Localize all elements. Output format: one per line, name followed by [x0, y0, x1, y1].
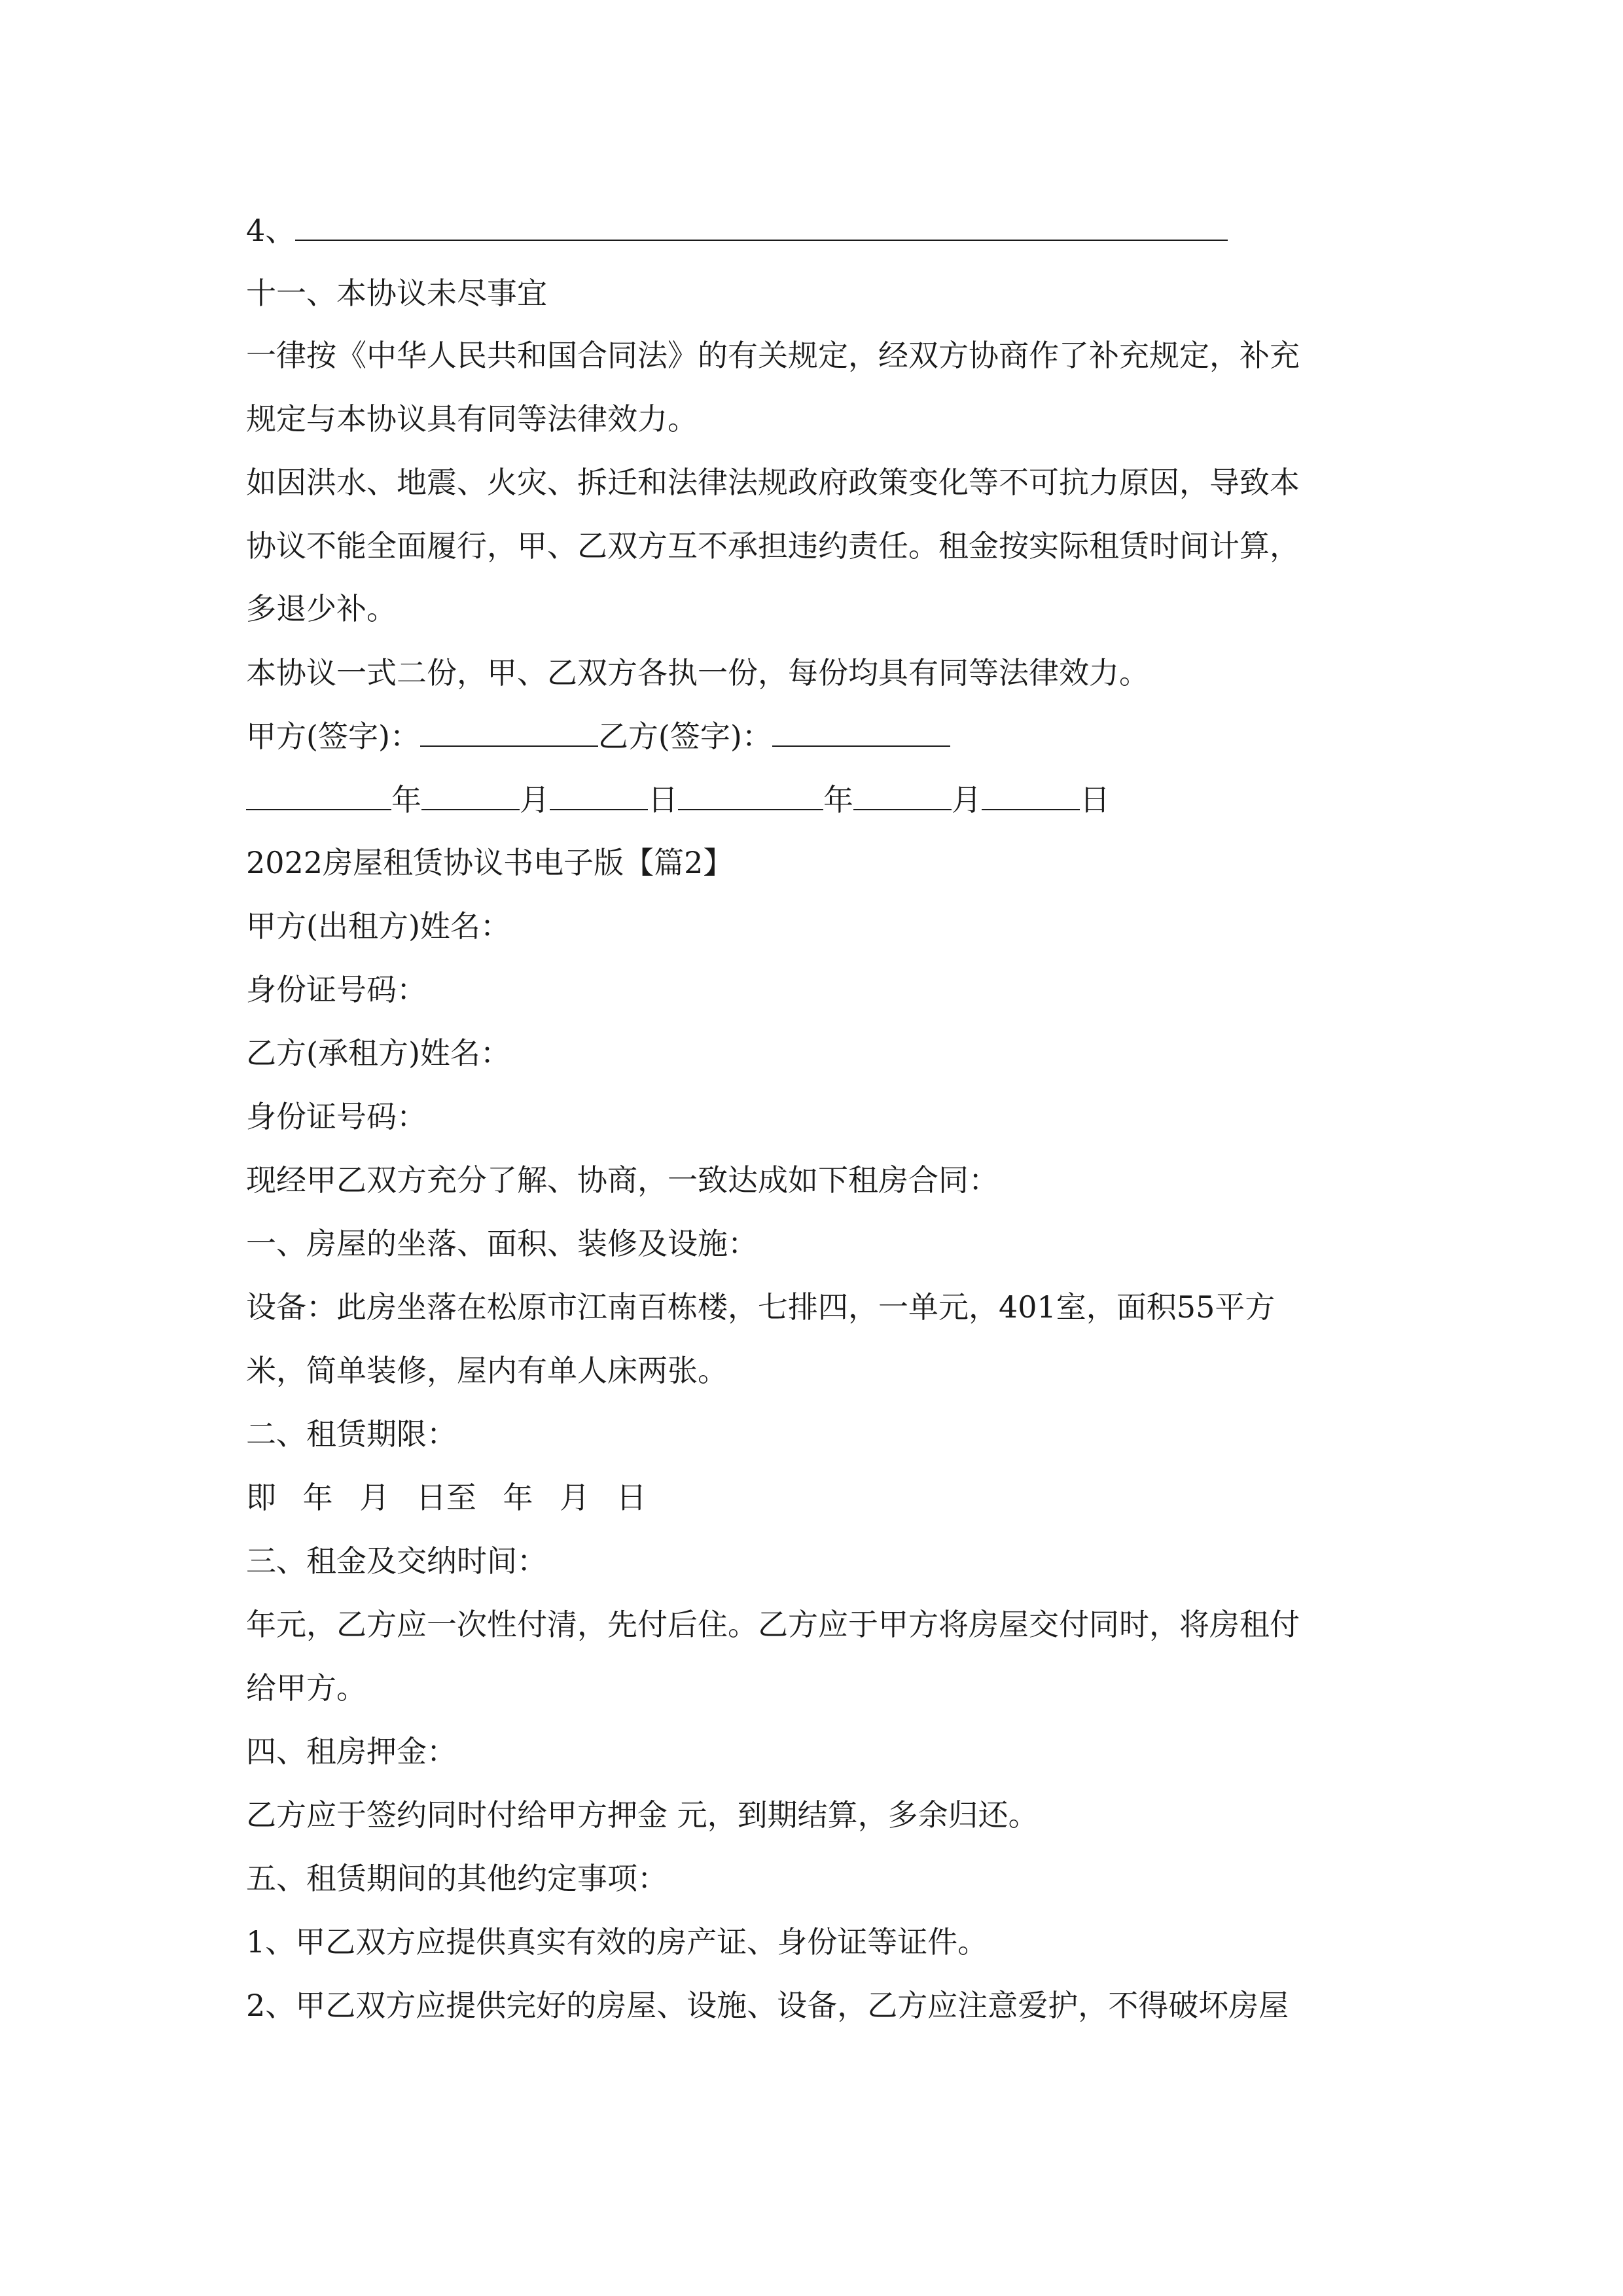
term-word: 月	[359, 1480, 390, 1515]
section-3-line-1: 年元，乙方应一次性付清，先付后住。乙方应于甲方将房屋交付同时，将房租付	[246, 1607, 1300, 1642]
date-month-label: 月	[952, 782, 982, 817]
paragraph-2-line-1: 如因洪水、地震、火灾、拆迁和法律法规政府政策变化等不可抗力原因，导致本	[246, 465, 1300, 500]
term-word: 日	[616, 1480, 647, 1515]
landlord-id-label: 身份证号码：	[246, 972, 427, 1007]
term-word: 日至	[416, 1480, 476, 1515]
tenant-id-label: 身份证号码：	[246, 1099, 427, 1134]
date-month-label: 月	[520, 782, 550, 817]
term-word: 年	[302, 1480, 333, 1515]
date-blank	[853, 781, 952, 810]
date-blank	[678, 781, 823, 810]
section-1-line-1: 设备：此房坐落在松原市江南百栋楼，七排四，一单元，401室，面积55平方	[246, 1289, 1275, 1325]
date-blank	[982, 781, 1080, 810]
signature-line	[246, 717, 950, 756]
date-line	[246, 780, 1110, 819]
section-2-title: 二、租赁期限：	[246, 1416, 457, 1452]
section-5-item-2: 2、甲乙双方应提供完好的房屋、设施、设备，乙方应注意爱护，不得破坏房屋	[246, 1988, 1289, 2023]
party-a-sign-label: 甲方(签字)：	[246, 719, 420, 754]
item-4-blank	[295, 212, 1228, 241]
date-blank	[550, 781, 648, 810]
paragraph-3: 本协议一式二份，甲、乙双方各执一份，每份均具有同等法律效力。	[246, 655, 1149, 691]
part-2-title: 2022房屋租赁协议书电子版【篇2】	[246, 845, 734, 880]
paragraph-1-line-1: 一律按《中华人民共和国合同法》的有关规定，经双方协商作了补充规定，补充	[246, 338, 1300, 373]
paragraph-1-line-2: 规定与本协议具有同等法律效力。	[246, 401, 698, 437]
item-4-line	[246, 211, 1228, 250]
tenant-name-label: 乙方(承租方)姓名：	[246, 1035, 510, 1071]
date-blank	[421, 781, 520, 810]
section-5-item-1: 1、甲乙双方应提供真实有效的房产证、身份证等证件。	[246, 1924, 988, 1960]
section-3-title: 三、租金及交纳时间：	[246, 1543, 547, 1579]
date-blank	[246, 781, 391, 810]
party-b-sign-blank	[772, 718, 950, 747]
section-4-line-1: 乙方应于签约同时付给甲方押金 元，到期结算，多余归还。	[246, 1797, 1039, 1833]
landlord-name-label: 甲方(出租方)姓名：	[246, 908, 510, 944]
section-1-line-2: 米，简单装修，屋内有单人床两张。	[246, 1353, 728, 1388]
term-word: 即	[246, 1480, 276, 1515]
term-word: 年	[503, 1480, 533, 1515]
paragraph-2-line-3: 多退少补。	[246, 591, 397, 626]
section-5-title: 五、租赁期间的其他约定事项：	[246, 1861, 668, 1896]
date-day-label: 日	[648, 782, 678, 817]
party-a-sign-blank	[420, 718, 598, 747]
section-11-title: 十一、本协议未尽事宜	[246, 276, 547, 311]
section-2-terms	[246, 1478, 664, 1517]
section-1-title: 一、房屋的坐落、面积、装修及设施：	[246, 1226, 758, 1261]
party-b-sign-label: 乙方(签字)：	[597, 719, 772, 754]
section-4-title: 四、租房押金：	[246, 1734, 457, 1769]
date-year-label: 年	[391, 782, 421, 817]
section-3-line-2: 给甲方。	[246, 1670, 366, 1706]
date-day-label: 日	[1080, 782, 1110, 817]
item-4-prefix: 4、	[246, 213, 296, 248]
contract-intro: 现经甲乙双方充分了解、协商，一致达成如下租房合同：	[246, 1162, 999, 1198]
paragraph-2-line-2: 协议不能全面履行，甲、乙双方互不承担违约责任。租金按实际租赁时间计算，	[246, 528, 1300, 564]
date-year-label: 年	[823, 782, 853, 817]
term-word: 月	[560, 1480, 590, 1515]
